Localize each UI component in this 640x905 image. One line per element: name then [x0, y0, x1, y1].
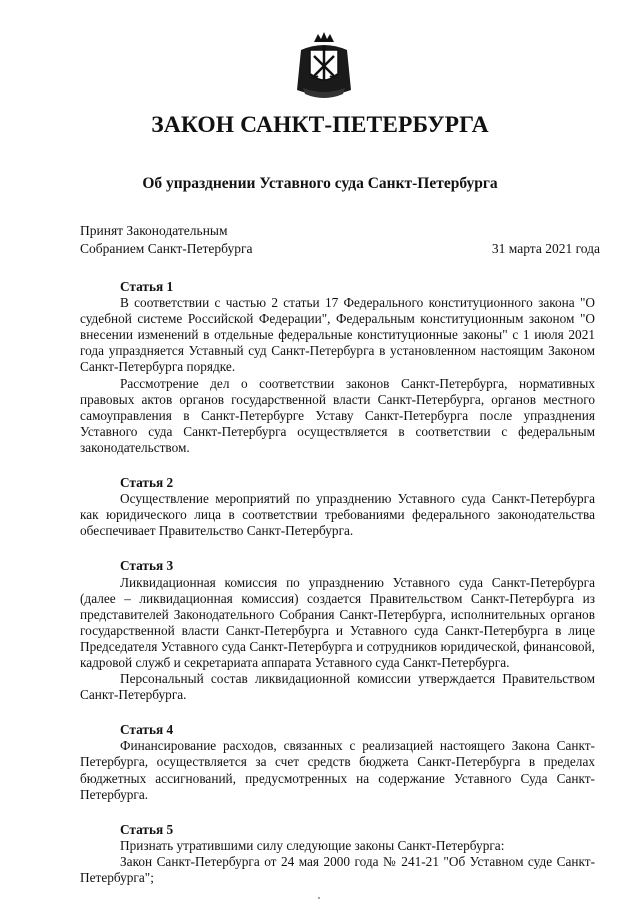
article-3 — [80, 558, 595, 703]
article-1 — [80, 279, 595, 456]
article-title: Статья 4 — [120, 722, 174, 738]
adopted-line-2: Собранием Санкт-Петербурга — [80, 241, 253, 256]
article-paragraph: Персональный состав ликвидационной комиссии утверждается Правительством Санкт-Петербурга. — [80, 671, 595, 703]
article-5 — [80, 822, 595, 886]
article-paragraph: Признать утратившими силу следующие законы Санкт-Петербурга: — [120, 837, 505, 853]
adoption-block — [80, 222, 600, 258]
article-paragraph: Ликвидационная комиссия по упразднению Уставного суда Санкт-Петербурга (далее – ликвидационная комиссия) создается Правительством Санкт-Петербурга из представителей Законодательного Собрания Санкт-Петербурга, исполнительных органов государственной власти Санкт-Петербурга и Уставного суда Санкт-Петербурга в лице Председателя Уставного суда Санкт-Петербурга и сотрудников юридической, финансовой, кадровой служб и секретариата аппарата Уставного суда Санкт-Петербурга. — [80, 574, 595, 670]
article-paragraph: Рассмотрение дел о соответствии законов Санкт-Петербурга, нормативных правовых актов органов государственной власти Санкт-Петербурга, органов местного самоуправления в Санкт-Петербурге Уставу Санкт-Петербурга после упразднения Уставного суда Санкт-Петербурга осуществляется в соответствии с федеральным законодательством. — [80, 375, 595, 455]
article-4 — [80, 722, 595, 802]
law-title: ЗАКОН САНКТ-ПЕТЕРБУРГА — [151, 112, 489, 138]
spb-coat-of-arms-icon — [295, 30, 353, 102]
article-title: Статья 5 — [120, 821, 174, 837]
article-paragraph: В соответствии с частью 2 статьи 17 Федерального конституционного закона "О судебной системе Российской Федерации", Федеральным конституционным законом "О внесении изменений в отдельные федеральные конституционные законы" с 1 июля 2021 года упраздняется Уставный суд Санкт-Петербурга в установленном настоящим Законом Санкт-Петербурга порядке. — [80, 295, 595, 375]
law-subtitle: Об упразднении Уставного суда Санкт-Петербурга — [142, 175, 498, 192]
adoption-date: 31 марта 2021 года — [491, 241, 600, 256]
article-paragraph: Финансирование расходов, связанных с реализацией настоящего Закона Санкт-Петербурга, осуществляется за счет средств бюджета Санкт-Петербурга в пределах бюджетных ассигнований, предусмотренных на содержание Уставного Суда Санкт-Петербурга. — [80, 738, 595, 802]
article-paragraph: Осуществление мероприятий по упразднению Уставного суда Санкт-Петербурга как юридического лица в соответствии требованиями федерального законодательства обеспечивает Правительство Санкт-Петербурга. — [80, 491, 595, 539]
article-title: Статья 1 — [120, 279, 174, 294]
article-title: Статья 2 — [120, 475, 174, 491]
adopted-line-1: Принят Законодательным — [80, 223, 228, 238]
article-paragraph: Закон Санкт-Петербурга от 24 мая 2000 года № 241-21 "Об Уставном суде Санкт-Петербурга"; — [80, 853, 595, 885]
law-body — [80, 279, 595, 905]
page-dot — [318, 897, 320, 899]
article-title: Статья 3 — [120, 558, 174, 574]
article-2 — [80, 475, 595, 539]
